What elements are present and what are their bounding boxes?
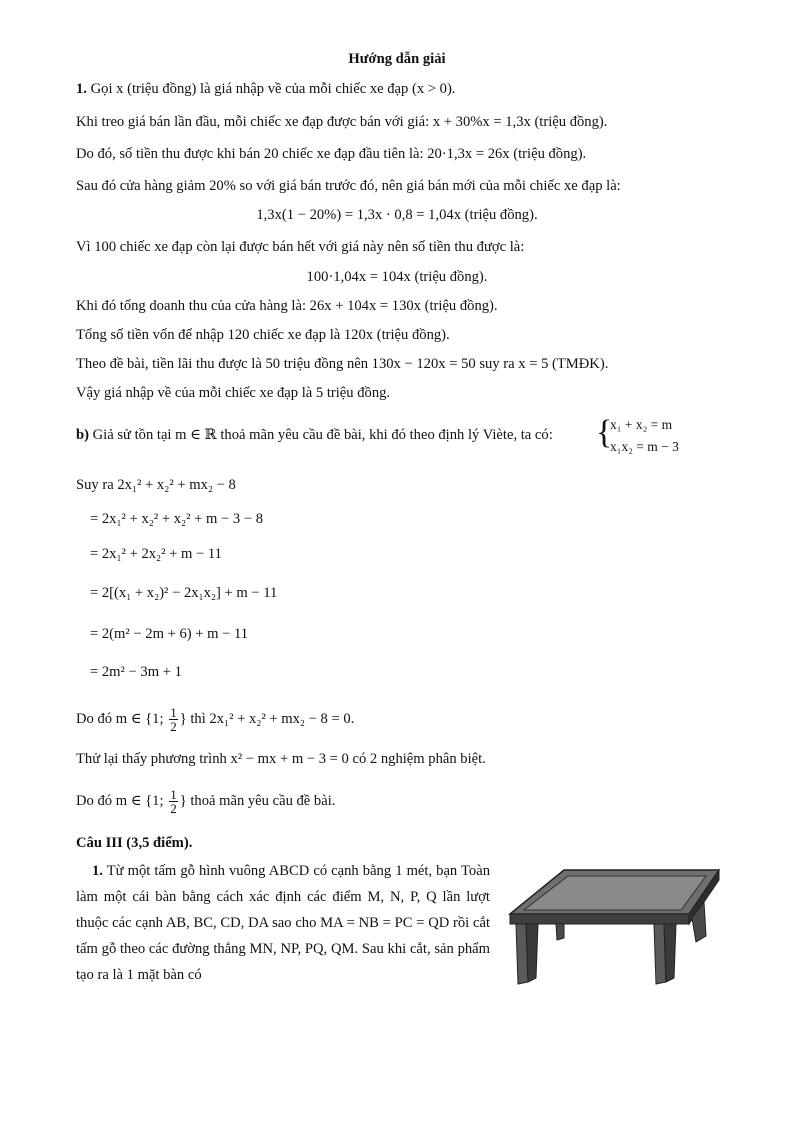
- part1-line8: Tổng số tiền vốn để nhập 120 chiếc xe đạp là 120x (triệu đồng).: [76, 327, 450, 343]
- brace-icon: {: [596, 414, 613, 451]
- table-illustration: [506, 866, 720, 988]
- part1-line3: Sau đó cửa hàng giảm 20% so với giá bán trước đó, nên giá bán mới của mỗi chiếc xe đạp là:: [76, 178, 621, 194]
- part1-line7: Khi đó tổng doanh thu của cửa hàng là: 26x + 104x = 130x (triệu đồng).: [76, 298, 498, 314]
- part1-line10: Vậy giá nhập về của mỗi chiếc xe đạp là 5 triệu đồng.: [76, 385, 391, 401]
- step-0: Suy ra 2x₁² + x₂² + mx₂ − 8: [76, 477, 236, 493]
- step-5: = 2m² − 3m + 1: [90, 664, 182, 680]
- part1-line1: Khi treo giá bán lần đầu, mỗi chiếc xe đạp được bán với giá: x + 30%x = 1,3x (triệu đồng).: [76, 114, 608, 130]
- fraction-one-half-2: $\frac{1}{2}$: [170, 787, 177, 817]
- cau3-heading: Câu III (3,5 điểm).: [76, 835, 193, 851]
- cau3-paragraph: 1. Từ một tấm gỗ hình vuông ABCD có cạnh bằng 1 mét, bạn Toàn làm một cái bàn bằng cách xác định các điểm M, N, P, Q lần lượt thuộc các cạnh AB, BC, CD, DA sao cho MA = NB = PC = QD rồi cắt tấm gỗ theo các đường thẳng MN, NP, PQ, QM. Sau khi cắt, sản phẩm tạo ra là 1 mặt bàn có: [76, 863, 490, 983]
- part1-line6: 100·1,04x = 104x (triệu đồng).: [306, 269, 488, 285]
- step-1: = 2x₁² + x₂² + x₂² + m − 3 − 8: [90, 511, 264, 527]
- step-4: = 2(m² − 2m + 6) + m − 11: [90, 626, 249, 642]
- step-3: = 2[(x₁ + x₂)² − 2x₁x₂] + m − 11: [90, 585, 278, 601]
- system-eq-2: x₁x₂ = m − 3: [610, 439, 679, 454]
- conclusion-1: Do đó m ∈ {1; $\frac{1}{2}$ } thì 2x₁² + x₂² + mx₂ − 8 = 0.: [76, 705, 355, 735]
- conclusion-2: Do đó m ∈ {1; $\frac{1}{2}$ } thoả mãn yêu cầu đề bài.: [76, 787, 336, 817]
- part1-line4: 1,3x(1 − 20%) = 1,3x · 0,8 = 1,04x (triệu đồng).: [256, 207, 538, 223]
- fraction-one-half: $\frac{1}{2}$: [170, 705, 177, 735]
- check-line: Thử lại thấy phương trình x² − mx + m − 3 = 0 có 2 nghiệm phân biệt.: [76, 751, 486, 767]
- part1-line5: Vì 100 chiếc xe đạp còn lại được bán hết với giá này nên số tiền thu được là:: [76, 239, 525, 255]
- page-title: Hướng dẫn giải: [348, 51, 446, 67]
- part1-line2: Do đó, số tiền thu được khi bán 20 chiếc xe đạp đầu tiên là: 20·1,3x = 26x (triệu đồng).: [76, 146, 587, 162]
- step-2: = 2x₁² + 2x₂² + m − 11: [90, 546, 222, 562]
- part1-line9: Theo đề bài, tiền lãi thu được là 50 triệu đồng nên 130x − 120x = 50 suy ra x = 5 (TMĐK).: [76, 356, 609, 372]
- system-eq-1: x₁ + x₂ = m: [610, 417, 673, 432]
- part1-intro: 1. Gọi x (triệu đồng) là giá nhập về của mỗi chiếc xe đạp (x > 0).: [76, 81, 456, 97]
- partb-intro: b) Giả sử tồn tại m ∈ ℝ thoả mãn yêu cầu đề bài, khi đó theo định lý Viète, ta có:: [76, 427, 553, 443]
